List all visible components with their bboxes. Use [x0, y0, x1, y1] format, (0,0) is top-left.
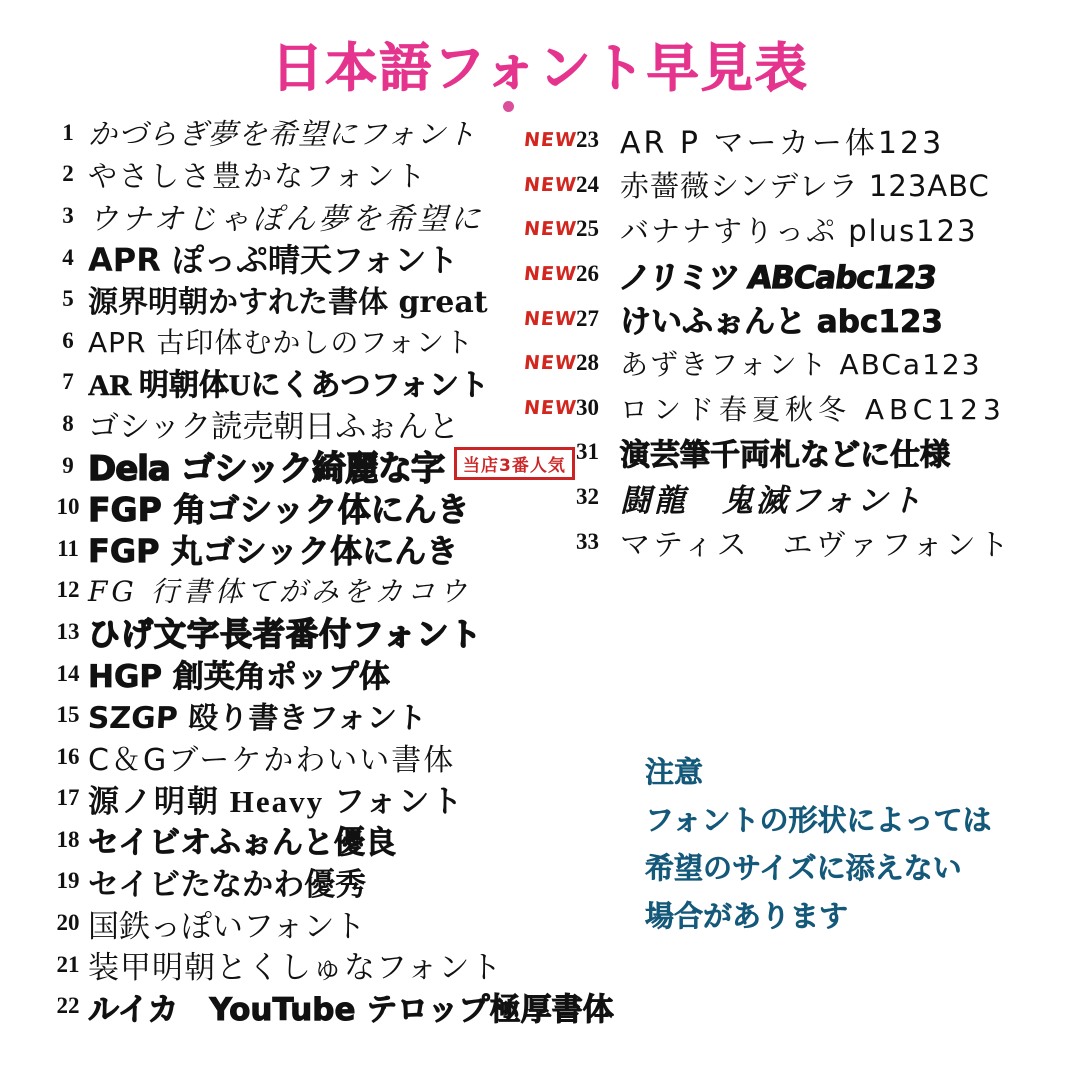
new-badge: NEW: [522, 307, 578, 330]
font-sample: マティス エヴァフォント: [620, 528, 1012, 562]
font-number: 27: [576, 305, 599, 331]
font-list-item: [524, 296, 1069, 341]
font-sample: ゴシック読売朝日ふぉんと: [88, 409, 460, 446]
font-sample: やさしさ豊かなフォント: [88, 160, 428, 193]
font-number: 13: [56, 618, 80, 644]
font-list-item: [48, 861, 623, 903]
font-number: 10: [56, 494, 80, 520]
font-list-item: [48, 819, 623, 861]
title-dot: [503, 101, 514, 112]
font-sample: FGP 丸ゴシック体にんき: [88, 531, 459, 570]
font-list-right: [524, 118, 1069, 564]
font-sample: ひげ文字長者番付フォント: [88, 614, 483, 653]
font-number: 28: [576, 350, 599, 376]
font-sample: APR ぽっぷ晴天フォント: [88, 240, 459, 279]
font-number: 31: [576, 439, 599, 465]
font-number: 14: [56, 660, 80, 686]
caution-line: フォントの形状によっては: [645, 803, 992, 837]
new-badge: NEW: [522, 218, 578, 241]
font-sample: Dela ゴシック綺麗な字: [88, 449, 445, 490]
font-number: 23: [576, 127, 599, 153]
font-list-item: [48, 570, 623, 612]
font-sample: あずきフォント ABCa123: [620, 348, 982, 382]
new-badge: NEW: [522, 396, 578, 419]
font-sample: 国鉄っぽいフォント: [88, 908, 366, 945]
font-number: 22: [56, 993, 80, 1019]
font-sample: セイビオふぉんと優良: [88, 825, 396, 862]
font-list-item: [48, 694, 623, 736]
font-sample: バナナすりっぷ plus123: [620, 213, 978, 248]
font-sample: APR 古印体むかしのフォント: [88, 325, 474, 359]
caution-line: 場合があります: [645, 899, 849, 933]
font-sample: セイビたなかわ優秀: [88, 866, 367, 903]
font-list-item: [48, 653, 623, 695]
font-number: 15: [56, 702, 80, 728]
font-number: 6: [62, 327, 74, 353]
new-badge: NEW: [522, 173, 578, 196]
font-number: 7: [62, 369, 74, 395]
font-number: 1: [62, 119, 74, 145]
caution-heading: 注意: [645, 755, 704, 789]
font-number: 16: [56, 743, 80, 769]
font-number: 3: [62, 202, 74, 228]
font-sample: AR 明朝体Uにくあつフォント: [88, 369, 489, 403]
caution-line: 希望のサイズに添えない: [645, 851, 962, 885]
font-list-item: [48, 985, 623, 1027]
caution-note: [645, 748, 1065, 940]
font-list-item: [524, 519, 1069, 564]
font-sample: C＆Gブーケかわいい書体: [88, 742, 456, 778]
font-sample: 装甲明朝とくしゅなフォント: [88, 950, 503, 986]
font-sample: FGP 角ゴシック体にんき: [88, 489, 470, 529]
font-list-item: [48, 736, 623, 778]
page-title: 日本語フォント早見表: [271, 39, 809, 99]
font-number: 12: [56, 577, 80, 603]
font-sample: FG 行書体てがみをカコウ: [88, 575, 471, 609]
font-number: 26: [576, 261, 599, 287]
font-sample: かづらぎ夢を希望にフォント: [88, 117, 477, 152]
font-number: 18: [56, 826, 80, 852]
font-sample: ウナオじゃぽん夢を希望に: [88, 201, 484, 237]
font-list-item: [48, 902, 623, 944]
font-number: 20: [56, 910, 80, 936]
font-number: 24: [576, 171, 599, 197]
font-sample: 闘龍 鬼滅フォント: [620, 482, 925, 519]
font-list-item: [48, 611, 623, 653]
font-sample: AR P マーカー体123: [620, 126, 945, 162]
font-number: 21: [56, 951, 80, 977]
font-list-item: [524, 207, 1069, 252]
font-sample: SZGP 殴り書きフォント: [86, 701, 428, 737]
font-list-item: [524, 252, 1069, 297]
font-sample: けいふぉんと abc123: [620, 304, 943, 341]
font-list-item: [524, 475, 1069, 520]
font-sample: ルイカ YouTube テロップ極厚書体: [88, 991, 614, 1028]
popularity-badge: 当店3番人気: [454, 447, 575, 480]
new-badge: NEW: [522, 263, 578, 286]
font-sample: ノリミツ ABCabc123: [616, 259, 939, 296]
font-list-item: [524, 118, 1069, 163]
font-number: 4: [62, 244, 74, 270]
font-list-item: [524, 386, 1069, 431]
font-number: 5: [62, 286, 74, 312]
font-list-item: [524, 430, 1069, 475]
font-number: 9: [62, 452, 74, 478]
font-list-item: [48, 778, 623, 820]
font-list-item: [524, 163, 1069, 208]
font-sample: 演芸筆千両札などに仕様: [620, 438, 950, 474]
font-sample: 源界明朝かすれた書体 great: [88, 285, 488, 321]
font-sample: ロンド春夏秋冬 ABC123: [620, 392, 1006, 426]
font-sample: HGP 創英角ポップ体: [88, 659, 390, 696]
font-number: 25: [576, 216, 599, 242]
font-sample: 源ノ明朝 Heavy フォント: [88, 783, 465, 819]
font-number: 30: [576, 394, 599, 420]
font-number: 2: [62, 161, 74, 187]
font-number: 33: [576, 528, 599, 554]
new-badge: NEW: [522, 352, 578, 375]
new-badge: NEW: [522, 129, 578, 152]
font-number: 8: [62, 410, 74, 436]
font-number: 11: [57, 535, 79, 561]
font-list-item: [524, 341, 1069, 386]
font-sample: 赤薔薇シンデレラ 123ABC: [620, 169, 990, 204]
font-number: 17: [56, 785, 80, 811]
font-list-item: [48, 944, 623, 986]
font-number: 32: [576, 484, 599, 510]
font-number: 19: [56, 868, 80, 894]
